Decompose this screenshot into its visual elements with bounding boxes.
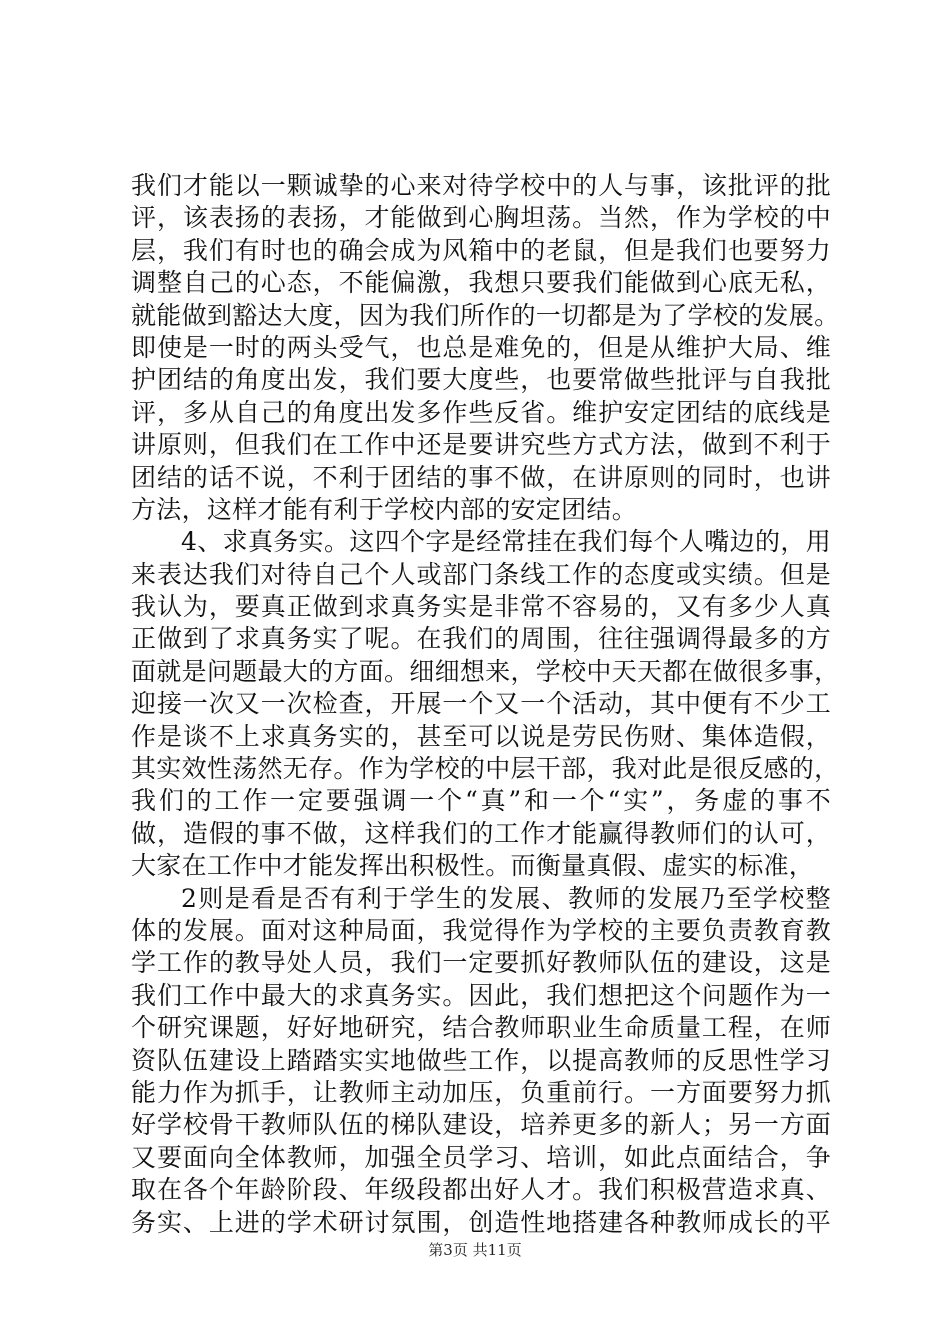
text-line: 能力作为抓手，让教师主动加压，负重前行。一方面要努力抓 <box>131 1077 831 1107</box>
text-line: 资队伍建设上踏踏实实地做些工作，以提高教师的反思性学习 <box>131 1045 831 1075</box>
text-line: 护团结的角度出发，我们要大度些，也要常做些批评与自我批 <box>131 365 831 395</box>
text-line: 我们工作中最大的求真务实。因此，我们想把这个问题作为一 <box>131 980 831 1010</box>
text-line: 个研究课题，好好地研究，结合教师职业生命质量工程，在师 <box>131 1013 831 1043</box>
text-line: 又要面向全体教师，加强全员学习、培训，如此点面结合，争 <box>131 1142 831 1172</box>
text-line: 务实、上进的学术研讨氛围，创造性地搭建各种教师成长的平 <box>131 1207 831 1237</box>
text-line: 做，造假的事不做，这样我们的工作才能赢得教师们的认可， <box>131 818 831 848</box>
text-line: 作是谈不上求真务实的，甚至可以说是劳民伤财、集体造假， <box>131 721 831 751</box>
paragraph-start-line: 2则是看是否有利于学生的发展、教师的发展乃至学校整 <box>181 883 831 913</box>
text-line: 讲原则，但我们在工作中还是要讲究些方式方法，做到不利于 <box>131 430 831 460</box>
text-line: 即使是一时的两头受气，也总是难免的，但是从维护大局、维 <box>131 332 831 362</box>
text-line: 体的发展。面对这种局面，我觉得作为学校的主要负责教育教 <box>131 915 831 945</box>
text-line: 正做到了求真务实了呢。在我们的周围，往往强调得最多的方 <box>131 624 831 654</box>
text-line: 好学校骨干教师队伍的梯队建设，培养更多的新人；另一方面 <box>131 1110 831 1140</box>
text-line: 迎接一次又一次检查，开展一个又一个活动，其中便有不少工 <box>131 689 831 719</box>
text-line: 取在各个年龄阶段、年级段都出好人才。我们积极营造求真、 <box>131 1175 831 1205</box>
text-line: 其实效性荡然无存。作为学校的中层干部，我对此是很反感的， <box>131 754 840 784</box>
text-line: 方法，这样才能有利于学校内部的安定团结。 <box>131 494 638 524</box>
text-line: 团结的话不说，不利于团结的事不做，在讲原则的同时，也讲 <box>131 462 831 492</box>
text-line: 大家在工作中才能发挥出积极性。而衡量真假、虚实的标准， <box>131 851 815 881</box>
text-line: 学工作的教导处人员，我们一定要抓好教师队伍的建设，这是 <box>131 948 831 978</box>
text-line: 就能做到豁达大度，因为我们所作的一切都是为了学校的发展。 <box>131 300 840 330</box>
text-line: 评，多从自己的角度出发多作些反省。维护安定团结的底线是 <box>131 397 831 427</box>
text-line: 评，该表扬的表扬，才能做到心胸坦荡。当然，作为学校的中 <box>131 203 831 233</box>
text-line: 层，我们有时也的确会成为风箱中的老鼠，但是我们也要努力 <box>131 235 831 265</box>
page-number-footer: 第3页 共11页 <box>428 1241 522 1259</box>
text-line: 调整自己的心态，不能偏激，我想只要我们能做到心底无私， <box>131 268 831 298</box>
text-line: 面就是问题最大的方面。细细想来，学校中天天都在做很多事， <box>131 656 840 686</box>
paragraph-start-line: 4、求真务实。这四个字是经常挂在我们每个人嘴边的，用 <box>181 527 831 557</box>
text-line: 来表达我们对待自己个人或部门条线工作的态度或实绩。但是 <box>131 559 831 589</box>
text-line: 我们的工作一定要强调一个“真”和一个“实”，务虚的事不 <box>131 786 831 816</box>
text-line: 我们才能以一颗诚挚的心来对待学校中的人与事，该批评的批 <box>131 171 831 200</box>
text-line: 我认为，要真正做到求真务实是非常不容易的，又有多少人真 <box>131 592 831 622</box>
body-text <box>131 170 840 1239</box>
